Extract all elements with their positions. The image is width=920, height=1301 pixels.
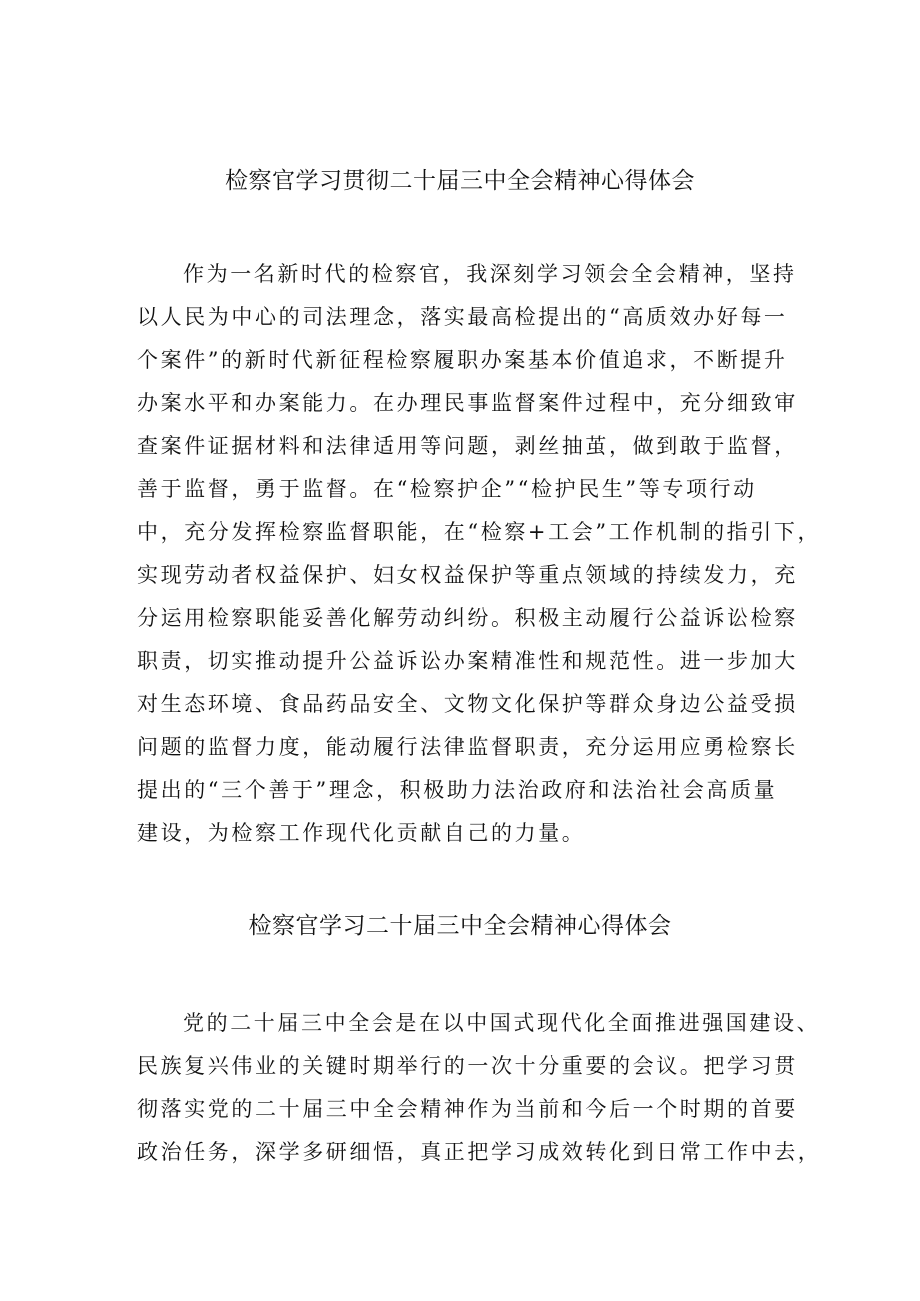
paragraph-line: 以人民为中心的司法理念，落实最高检提出的“高质效办好每一 <box>137 305 788 329</box>
paragraph-line: 政治任务，深学多研细悟，真正把学习成效转化到日常工作中去， <box>137 1140 822 1164</box>
paragraph-line: 实现劳动者权益保护、妇女权益保护等重点领域的持续发力，充 <box>137 563 798 587</box>
paragraph-line: 分运用检察职能妥善化解劳动纠纷。积极主动履行公益诉讼检察 <box>137 606 798 630</box>
paragraph-line: 善于监督，勇于监督。在“检察护企”“检护民生”等专项行动 <box>137 477 757 501</box>
paragraph-line: 作为一名新时代的检察官，我深刻学习领会全会精神，坚持 <box>183 262 797 286</box>
section-body <box>137 253 822 855</box>
paragraph-line: 民族复兴伟业的关键时期举行的一次十分重要的会议。把学习贯 <box>137 1054 798 1078</box>
paragraph-line: 办案水平和办案能力。在办理民事监督案件过程中，充分细致审 <box>137 391 798 415</box>
paragraph-line: 党的二十届三中全会是在以中国式现代化全面推进强国建设、 <box>183 1011 821 1035</box>
paragraph-line: 职责，切实推动提升公益诉讼办案精准性和规范性。进一步加大 <box>137 649 798 673</box>
paragraph-line: 中，充分发挥检察监督职能，在“检察+工会”工作机制的指引下， <box>137 520 822 544</box>
section-body <box>137 1002 822 1174</box>
paragraph-line: 个案件”的新时代新征程检察履职办案基本价值追求，不断提升 <box>137 348 788 372</box>
paragraph-line: 查案件证据材料和法律适用等问题，剥丝抽茧，做到敢于监督， <box>137 434 798 458</box>
paragraph-line: 提出的“三个善于”理念，积极助力法治政府和法治社会高质量 <box>137 778 778 802</box>
paragraph-line: 问题的监督力度，能动履行法律监督职责，充分运用应勇检察长 <box>137 735 798 759</box>
section-title: 检察官学习贯彻二十届三中全会精神心得体会 <box>225 168 695 194</box>
section-title: 检察官学习二十届三中全会精神心得体会 <box>248 913 672 939</box>
paragraph-line: 建设，为检察工作现代化贡献自己的力量。 <box>137 821 586 845</box>
paragraph-line: 对生态环境、食品药品安全、文物文化保护等群众身边公益受损 <box>137 692 798 716</box>
paragraph-line: 彻落实党的二十届三中全会精神作为当前和今后一个时期的首要 <box>137 1097 798 1121</box>
